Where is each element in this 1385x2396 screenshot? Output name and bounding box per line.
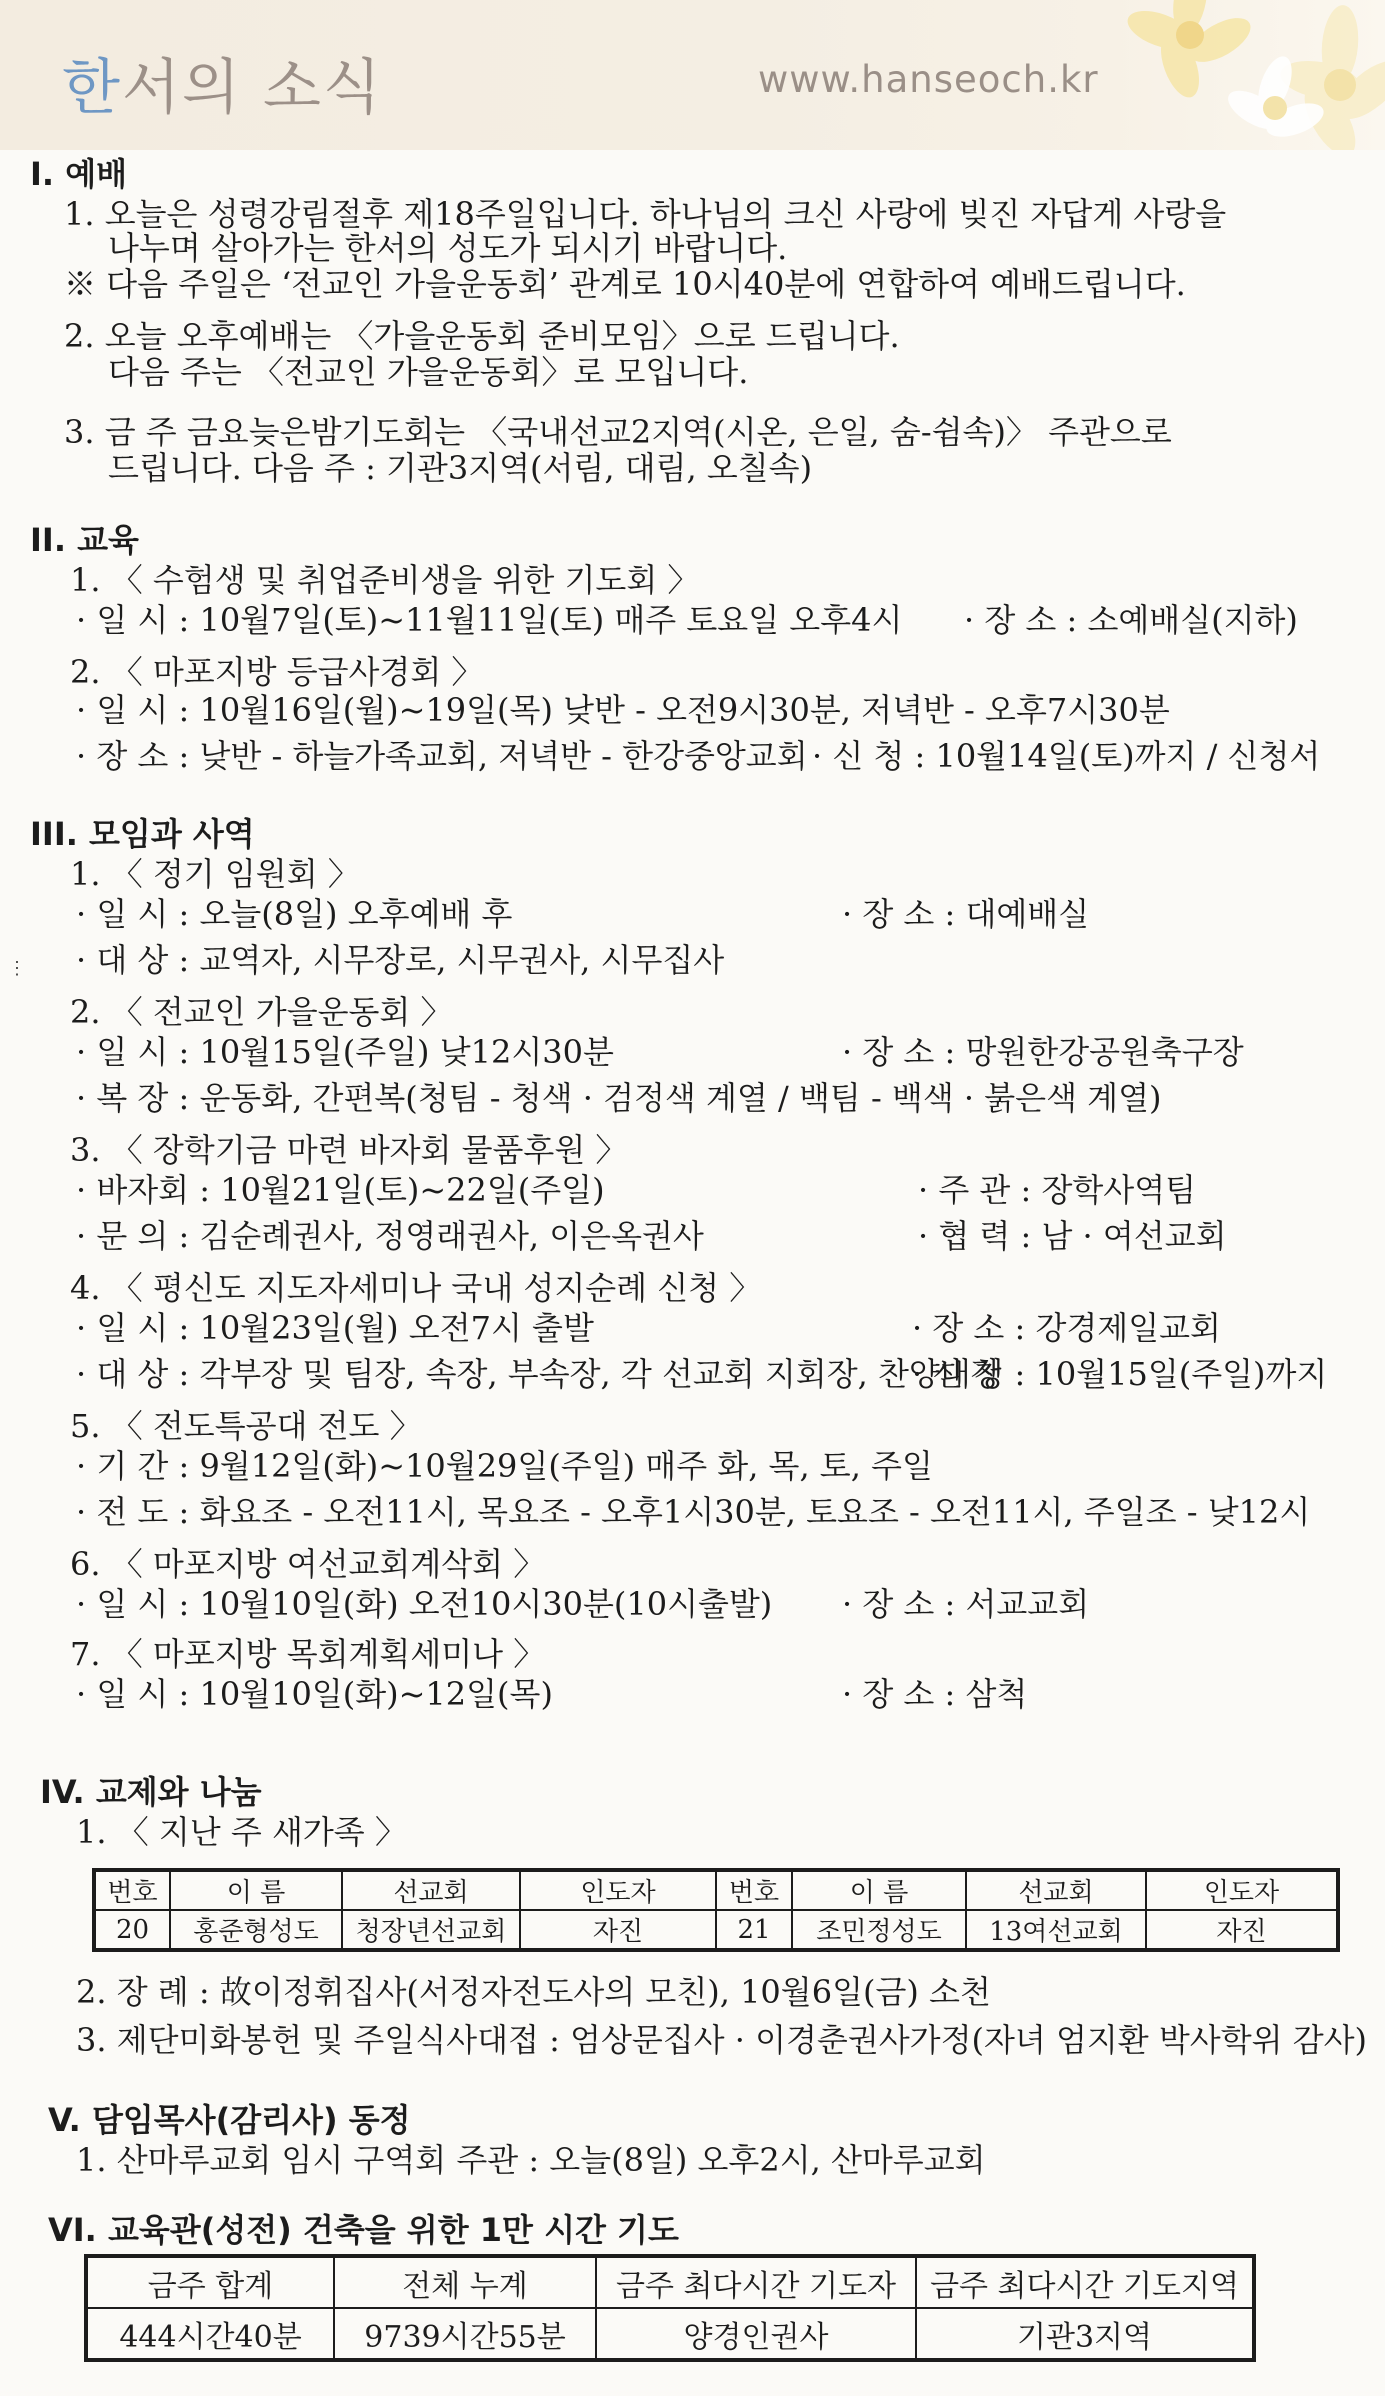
- meeting-item-1: 1. 〈 정기 임원회 〉: [70, 855, 360, 893]
- table-header-cell: 금주 최다시간 기도자: [596, 2256, 916, 2308]
- meeting-item-5-schedule: · 전 도 : 화요조 - 오전11시, 목요조 - 오후1시30분, 토요조 - 오전11시, 주일조 - 낮12시: [76, 1493, 1311, 1531]
- education-item-1-date: · 일 시 : 10월7일(토)~11월11일(토) 매주 토요일 오후4시: [76, 601, 903, 639]
- worship-item-3-cont: 드립니다. 다음 주 : 기관3지역(서림, 대림, 오칠속): [108, 449, 813, 487]
- meeting-item-2-place: · 장 소 : 망원한강공원축구장: [842, 1033, 1244, 1071]
- meeting-item-1-date: · 일 시 : 오늘(8일) 오후예배 후: [76, 895, 513, 933]
- table-cell: 21: [716, 1910, 792, 1950]
- margin-marks: ⋮: [8, 958, 26, 979]
- fellowship-item-2: 2. 장 례 : 故이정휘집사(서정자전도사의 모친), 10월6일(금) 소천: [76, 1973, 991, 2011]
- table-cell: 청장년선교회: [342, 1910, 520, 1950]
- meeting-item-1-target: · 대 상 : 교역자, 시무장로, 시무권사, 시무집사: [76, 941, 725, 979]
- table-row: [94, 1910, 1338, 1950]
- new-family-table: [92, 1868, 1340, 1952]
- logo-text: 서의 소식: [121, 53, 383, 123]
- table-cell: 홍준형성도: [170, 1910, 342, 1950]
- education-item-2-place: · 장 소 : 낮반 - 하늘가족교회, 저녁반 - 한강중앙교회: [76, 737, 808, 775]
- website-url[interactable]: www.hanseoch.kr: [758, 58, 1099, 101]
- meeting-item-2-dress: · 복 장 : 운동화, 간편복(청팀 - 청색 · 검정색 계열 / 백팀 - 백색 · 붉은색 계열): [76, 1079, 1162, 1117]
- table-cell: 조민정성도: [792, 1910, 966, 1950]
- table-header-cell: 이 름: [170, 1870, 342, 1910]
- section-fellowship-title: IV. 교제와 나눔: [40, 1773, 262, 1811]
- worship-item-3: 3. 금 주 금요늦은밤기도회는 〈국내선교2지역(시온, 은일, 숨-쉼속)〉 주관으로: [64, 413, 1172, 451]
- table-header-cell: 금주 최다시간 기도지역: [916, 2256, 1254, 2308]
- education-item-2-apply: · 신 청 : 10월14일(토)까지 / 신청서: [812, 737, 1321, 775]
- table-row: [86, 2308, 1254, 2360]
- meeting-item-3-host: · 주 관 : 장학사역팀: [918, 1171, 1197, 1209]
- worship-item-1-cont: 나누며 살아가는 한서의 성도가 되시기 바랍니다.: [108, 229, 788, 267]
- meeting-item-4-target: · 대 상 : 각부장 및 팀장, 속장, 부속장, 각 선교회 지회장, 찬양대장: [76, 1355, 1002, 1393]
- education-item-1-place: · 장 소 : 소예배실(지하): [964, 601, 1298, 639]
- meeting-item-3-partner: · 협 력 : 남 · 여선교회: [918, 1217, 1227, 1255]
- table-cell: 20: [94, 1910, 170, 1950]
- table-cell: 자진: [520, 1910, 716, 1950]
- meeting-item-6: 6. 〈 마포지방 여선교회계삭회 〉: [70, 1545, 546, 1583]
- table-cell: 9739시간55분: [334, 2308, 596, 2360]
- table-header-cell: 인도자: [520, 1870, 716, 1910]
- meeting-item-7: 7. 〈 마포지방 목회계획세미나 〉: [70, 1635, 546, 1673]
- section-prayer-title: VI. 교육관(성전) 건축을 위한 1만 시간 기도: [48, 2211, 679, 2249]
- meeting-item-2-date: · 일 시 : 10월15일(주일) 낮12시30분: [76, 1033, 614, 1071]
- meeting-item-7-place: · 장 소 : 삼척: [842, 1675, 1028, 1713]
- table-header-cell: 번호: [716, 1870, 792, 1910]
- meeting-item-5: 5. 〈 전도특공대 전도 〉: [70, 1407, 422, 1445]
- meeting-item-7-date: · 일 시 : 10월10일(화)~12일(목): [76, 1675, 553, 1713]
- fellowship-item-1: 1. 〈 지난 주 새가족 〉: [76, 1813, 407, 1851]
- table-header-row: [86, 2256, 1254, 2308]
- section-meetings-title: III. 모임과 사역: [30, 815, 255, 853]
- meeting-item-3-contact: · 문 의 : 김순례권사, 정영래권사, 이은옥권사: [76, 1217, 704, 1255]
- table-cell: 444시간40분: [86, 2308, 334, 2360]
- table-header-row: [94, 1870, 1338, 1910]
- meeting-item-3: 3. 〈 장학기금 마련 바자회 물품후원 〉: [70, 1131, 628, 1169]
- section-pastor-title: V. 담임목사(감리사) 동정: [48, 2101, 411, 2139]
- meeting-item-4-apply: · 신 청 : 10월15일(주일)까지: [912, 1355, 1328, 1393]
- table-header-cell: 선교회: [342, 1870, 520, 1910]
- meeting-item-4-date: · 일 시 : 10월23일(월) 오전7시 출발: [76, 1309, 594, 1347]
- worship-item-2: 2. 오늘 오후예배는 〈가을운동회 준비모임〉으로 드립니다.: [64, 317, 900, 355]
- meeting-item-1-place: · 장 소 : 대예배실: [842, 895, 1090, 933]
- table-header-cell: 선교회: [966, 1870, 1146, 1910]
- worship-item-2-cont: 다음 주는 〈전교인 가을운동회〉로 모입니다.: [108, 353, 749, 391]
- section-education-title: II. 교육: [30, 521, 139, 559]
- table-header-cell: 전체 누계: [334, 2256, 596, 2308]
- pastor-item-1: 1. 산마루교회 임시 구역회 주관 : 오늘(8일) 오후2시, 산마루교회: [76, 2141, 986, 2179]
- worship-note: ※ 다음 주일은 ‘전교인 가을운동회’ 관계로 10시40분에 연합하여 예배드립니다.: [64, 265, 1186, 303]
- table-header-cell: 번호: [94, 1870, 170, 1910]
- education-item-2-date: · 일 시 : 10월16일(월)~19일(목) 낮반 - 오전9시30분, 저녁반 - 오후7시30분: [76, 691, 1170, 729]
- logo-accent: 한: [62, 53, 122, 123]
- fellowship-item-3: 3. 제단미화봉헌 및 주일식사대접 : 엄상문집사 · 이경춘권사가정(자녀 엄지환 박사학위 감사): [76, 2021, 1368, 2059]
- meeting-item-6-place: · 장 소 : 서교교회: [842, 1585, 1090, 1623]
- worship-item-1: 1. 오늘은 성령강림절후 제18주일입니다. 하나님의 크신 사랑에 빚진 자답게 사랑을: [64, 195, 1227, 233]
- education-item-2: 2. 〈 마포지방 등급사경회 〉: [70, 653, 484, 691]
- table-cell: 자진: [1146, 1910, 1338, 1950]
- meeting-item-4-place: · 장 소 : 강경제일교회: [912, 1309, 1221, 1347]
- meeting-item-4: 4. 〈 평신도 지도자세미나 국내 성지순례 신청 〉: [70, 1269, 762, 1307]
- section-worship-title: I. 예배: [30, 155, 128, 193]
- table-cell: 양경인권사: [596, 2308, 916, 2360]
- meeting-item-6-date: · 일 시 : 10월10일(화) 오전10시30분(10시출발): [76, 1585, 773, 1623]
- table-header-cell: 금주 합계: [86, 2256, 334, 2308]
- meeting-item-3-date: · 바자회 : 10월21일(토)~22일(주일): [76, 1171, 605, 1209]
- meeting-item-5-period: · 기 간 : 9월12일(화)~10월29일(주일) 매주 화, 목, 토, 주일: [76, 1447, 933, 1485]
- meeting-item-2: 2. 〈 전교인 가을운동회 〉: [70, 993, 453, 1031]
- table-cell: 기관3지역: [916, 2308, 1254, 2360]
- education-item-1: 1. 〈 수험생 및 취업준비생을 위한 기도회 〉: [70, 561, 700, 599]
- prayer-hours-table: [84, 2254, 1256, 2362]
- table-cell: 13여선교회: [966, 1910, 1146, 1950]
- table-header-cell: 이 름: [792, 1870, 966, 1910]
- table-header-cell: 인도자: [1146, 1870, 1338, 1910]
